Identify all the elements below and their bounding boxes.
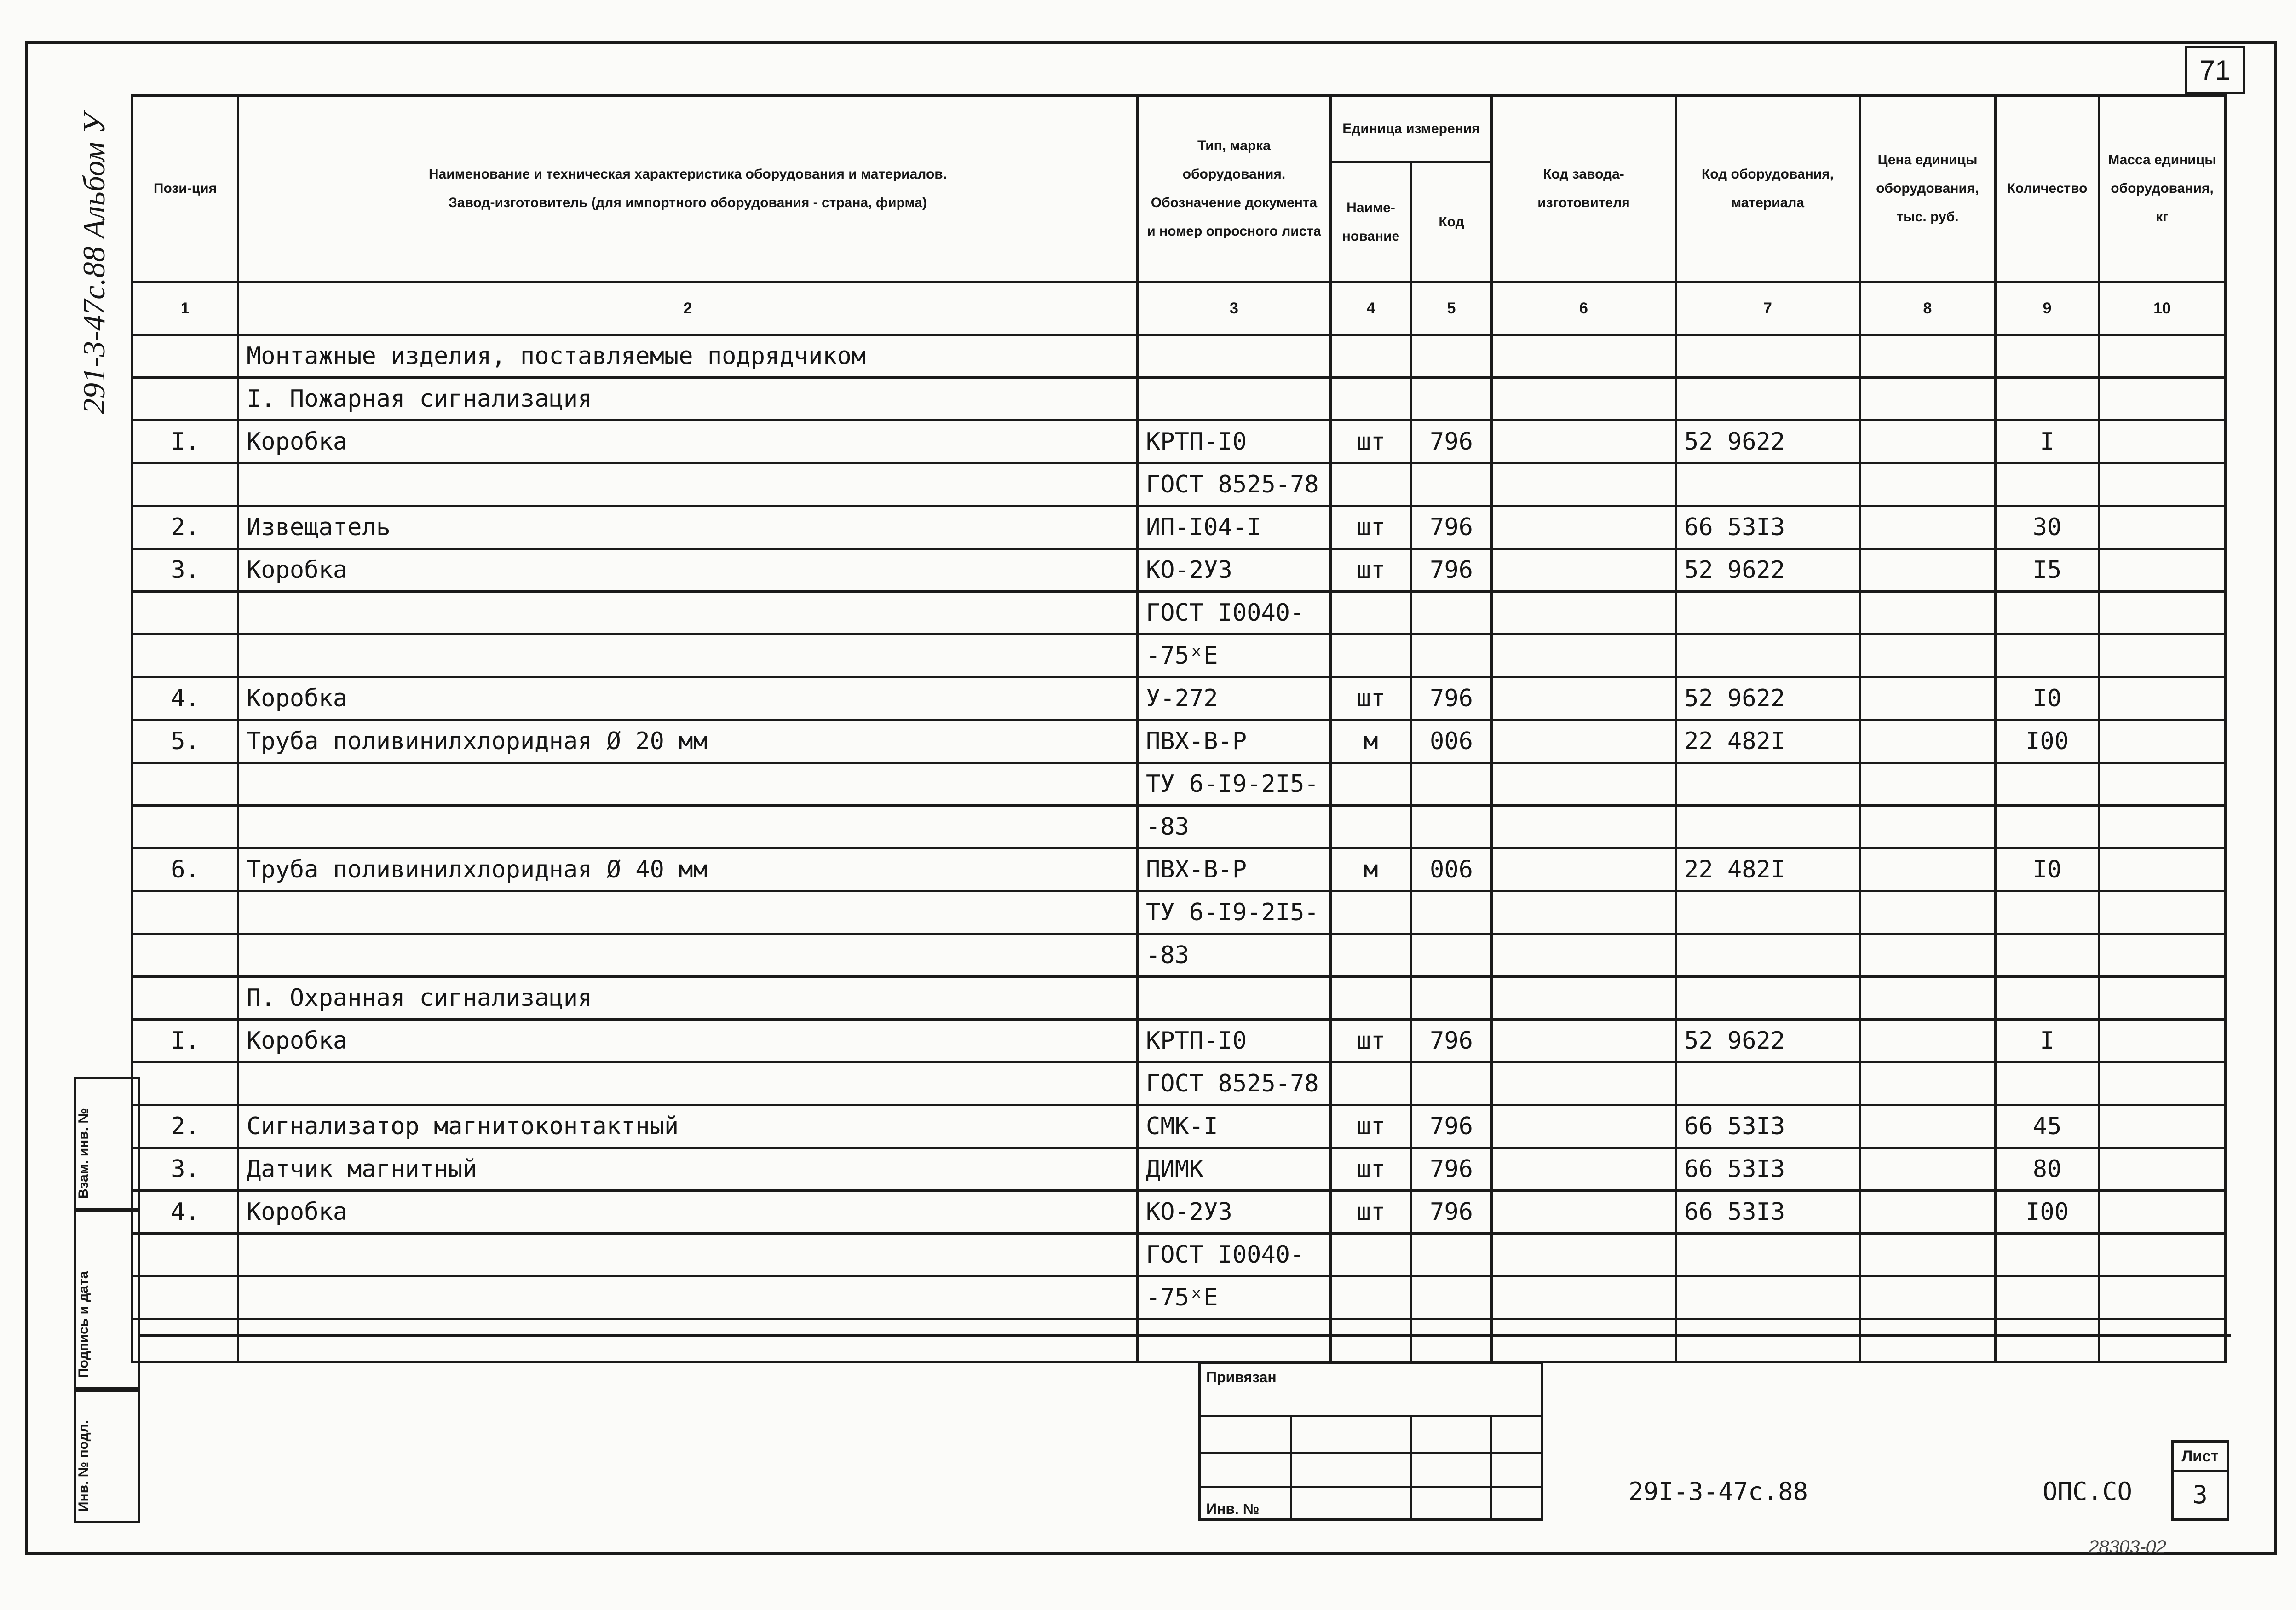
cell-c8 — [1860, 1234, 1996, 1276]
cell-c8 — [1860, 1062, 1996, 1105]
cell-c2 — [238, 1276, 1138, 1319]
cell-c5 — [1411, 1276, 1492, 1319]
cell-c6 — [1492, 335, 1676, 378]
cell-c9: I00 — [1996, 720, 2099, 763]
cell-c6 — [1492, 463, 1676, 506]
cell-c9 — [1996, 1234, 2099, 1276]
sheet-box: Лист 3 — [2171, 1440, 2229, 1521]
cell-c6 — [1492, 1191, 1676, 1234]
cell-c9: I — [1996, 421, 2099, 463]
cell-c4 — [1331, 592, 1411, 635]
cell-c10 — [2099, 891, 2226, 934]
cell-c4 — [1331, 1276, 1411, 1319]
table-row — [132, 720, 2226, 763]
cell-c8 — [1860, 463, 1996, 506]
cell-c7 — [1676, 635, 1860, 677]
cell-c8 — [1860, 806, 1996, 848]
cell-c3: ПВХ-В-Р — [1138, 720, 1331, 763]
cell-c8 — [1860, 1105, 1996, 1148]
stamp-replacement-inv: Взам. инв. № — [74, 1077, 140, 1210]
cell-c7 — [1676, 977, 1860, 1020]
cell-c4 — [1331, 635, 1411, 677]
cell-c4: шт — [1331, 1191, 1411, 1234]
cell-c9 — [1996, 1062, 2099, 1105]
cell-c4 — [1331, 1234, 1411, 1276]
cell-c4: шт — [1331, 549, 1411, 592]
cell-c1 — [132, 1319, 238, 1362]
header-unit-code: Код — [1439, 214, 1464, 230]
cell-c8 — [1860, 720, 1996, 763]
cell-c2: Труба поливинилхлоридная Ø 40 мм — [238, 848, 1138, 891]
cell-c9: I0 — [1996, 677, 2099, 720]
cell-c8 — [1860, 1148, 1996, 1191]
cell-c1: 4. — [132, 677, 238, 720]
header-mass: Масса единицы оборудования, кг — [2099, 96, 2226, 282]
cell-c7: 66 53I3 — [1676, 1105, 1860, 1148]
cell-c1 — [132, 335, 238, 378]
cell-c3: ТУ 6-I9-2I5- — [1138, 763, 1331, 806]
cell-c7: 22 482I — [1676, 720, 1860, 763]
table-row — [132, 848, 2226, 891]
cell-c7: 52 9622 — [1676, 677, 1860, 720]
cell-c5 — [1411, 463, 1492, 506]
cell-c2 — [238, 763, 1138, 806]
cell-c7: 52 9622 — [1676, 549, 1860, 592]
cell-c10 — [2099, 720, 2226, 763]
cell-c7 — [1676, 1234, 1860, 1276]
cell-c1: 3. — [132, 1148, 238, 1191]
cell-c5 — [1411, 1319, 1492, 1362]
cell-c6 — [1492, 1148, 1676, 1191]
cell-c9 — [1996, 891, 2099, 934]
cell-c9: I00 — [1996, 1191, 2099, 1234]
cell-c6 — [1492, 506, 1676, 549]
header-price: Цена единицы оборудования, тыс. руб. — [1860, 96, 1996, 282]
cell-c9: 80 — [1996, 1148, 2099, 1191]
cell-c2: Извещатель — [238, 506, 1138, 549]
cell-c7 — [1676, 1276, 1860, 1319]
cell-c3: -75ˣЕ — [1138, 635, 1331, 677]
cell-c3: ГОСТ 8525-78 — [1138, 463, 1331, 506]
cell-c4 — [1331, 934, 1411, 977]
cell-c6 — [1492, 848, 1676, 891]
cell-c10 — [2099, 848, 2226, 891]
cell-c5 — [1411, 806, 1492, 848]
cell-c10 — [2099, 1148, 2226, 1191]
table-row — [132, 1105, 2226, 1148]
cell-c3 — [1138, 335, 1331, 378]
stamp-top-line — [140, 1334, 2231, 1337]
document-name: ОПС.СО — [2043, 1477, 2133, 1506]
cell-c10 — [2099, 463, 2226, 506]
cell-c8 — [1860, 934, 1996, 977]
cell-c2: П. Охранная сигнализация — [238, 977, 1138, 1020]
cell-c8 — [1860, 1191, 1996, 1234]
cell-c1 — [132, 977, 238, 1020]
cell-c10 — [2099, 1105, 2226, 1148]
cell-c2 — [238, 592, 1138, 635]
cell-c9 — [1996, 378, 2099, 421]
cell-c10 — [2099, 763, 2226, 806]
cell-c4 — [1331, 1319, 1411, 1362]
cell-c6 — [1492, 1105, 1676, 1148]
cell-c8 — [1860, 677, 1996, 720]
cell-c1 — [132, 635, 238, 677]
cell-c5 — [1411, 592, 1492, 635]
cell-c7 — [1676, 763, 1860, 806]
cell-c5: 006 — [1411, 720, 1492, 763]
cell-c3 — [1138, 378, 1331, 421]
specification-table — [131, 94, 2227, 1363]
column-numbers: 1 2 3 4 5 6 7 8 9 10 — [132, 282, 2226, 335]
cell-c2: Монтажные изделия, поставляемые подрядчиком — [238, 335, 1138, 378]
table-row — [132, 891, 2226, 934]
cell-c10 — [2099, 977, 2226, 1020]
cell-c8 — [1860, 506, 1996, 549]
cell-c6 — [1492, 677, 1676, 720]
cell-c9: I0 — [1996, 848, 2099, 891]
cell-c8 — [1860, 848, 1996, 891]
cell-c1: 3. — [132, 549, 238, 592]
cell-c3: КО-2У3 — [1138, 549, 1331, 592]
cell-c5: 796 — [1411, 506, 1492, 549]
cell-c9 — [1996, 335, 2099, 378]
cell-c1 — [132, 1062, 238, 1105]
cell-c8 — [1860, 592, 1996, 635]
cell-c4: шт — [1331, 421, 1411, 463]
cell-c5: 796 — [1411, 1148, 1492, 1191]
cell-c6 — [1492, 378, 1676, 421]
cell-c7 — [1676, 592, 1860, 635]
cell-c2 — [238, 1319, 1138, 1362]
table-row — [132, 1020, 2226, 1062]
cell-c10 — [2099, 806, 2226, 848]
cell-c9: 30 — [1996, 506, 2099, 549]
table-row — [132, 549, 2226, 592]
cell-c9 — [1996, 763, 2099, 806]
table-row — [132, 677, 2226, 720]
cell-c5: 006 — [1411, 848, 1492, 891]
table-row — [132, 635, 2226, 677]
cell-c10 — [2099, 934, 2226, 977]
cell-c4 — [1331, 891, 1411, 934]
cell-c3: ДИМК — [1138, 1148, 1331, 1191]
cell-c3: ИП-I04-I — [1138, 506, 1331, 549]
cell-c3: ПВХ-В-Р — [1138, 848, 1331, 891]
cell-c4 — [1331, 1062, 1411, 1105]
cell-c5 — [1411, 1062, 1492, 1105]
cell-c5 — [1411, 934, 1492, 977]
cell-c2 — [238, 463, 1138, 506]
cell-c8 — [1860, 549, 1996, 592]
header-name: Наименование и техническая характеристика оборудования и материалов. Завод-изготовитель (для импортного оборудования - страна, фирма) — [238, 96, 1138, 282]
cell-c2: Коробка — [238, 421, 1138, 463]
document-code: 29I-3-47с.88 — [1628, 1477, 1808, 1506]
cell-c3: У-272 — [1138, 677, 1331, 720]
cell-c6 — [1492, 720, 1676, 763]
cell-c1: 4. — [132, 1191, 238, 1234]
cell-c1 — [132, 1276, 238, 1319]
cell-c5: 796 — [1411, 1020, 1492, 1062]
binding-stamp: Привязан Инв. № — [1198, 1362, 1543, 1521]
cell-c9: 45 — [1996, 1105, 2099, 1148]
cell-c2: Коробка — [238, 549, 1138, 592]
header-qty: Количество — [1996, 96, 2099, 282]
table-row — [132, 421, 2226, 463]
cell-c10 — [2099, 378, 2226, 421]
cell-c3: КРТП-I0 — [1138, 421, 1331, 463]
header-unit: Единица измерения Наиме-нование Код — [1331, 96, 1492, 282]
cell-c6 — [1492, 421, 1676, 463]
cell-c6 — [1492, 1062, 1676, 1105]
cell-c5 — [1411, 763, 1492, 806]
cell-c2: Коробка — [238, 1191, 1138, 1234]
cell-c6 — [1492, 806, 1676, 848]
cell-c6 — [1492, 592, 1676, 635]
cell-c7: 52 9622 — [1676, 1020, 1860, 1062]
cell-c10 — [2099, 592, 2226, 635]
cell-c4: шт — [1331, 1020, 1411, 1062]
cell-c4: шт — [1331, 1105, 1411, 1148]
cell-c4 — [1331, 378, 1411, 421]
cell-c2: Датчик магнитный — [238, 1148, 1138, 1191]
cell-c10 — [2099, 1062, 2226, 1105]
cell-c10 — [2099, 549, 2226, 592]
cell-c6 — [1492, 1020, 1676, 1062]
cell-c7: 66 53I3 — [1676, 1191, 1860, 1234]
cell-c7: 66 53I3 — [1676, 506, 1860, 549]
cell-c6 — [1492, 549, 1676, 592]
cell-c8 — [1860, 1276, 1996, 1319]
header-factory: Код завода-изготовителя — [1492, 96, 1676, 282]
table-row — [132, 1276, 2226, 1319]
cell-c4 — [1331, 977, 1411, 1020]
cell-c8 — [1860, 977, 1996, 1020]
cell-c1 — [132, 763, 238, 806]
cell-c7 — [1676, 806, 1860, 848]
cell-c10 — [2099, 1234, 2226, 1276]
cell-c1 — [132, 934, 238, 977]
cell-c7 — [1676, 463, 1860, 506]
cell-c4: м — [1331, 720, 1411, 763]
cell-c3: СМК-I — [1138, 1105, 1331, 1148]
cell-c10 — [2099, 1276, 2226, 1319]
cell-c7: 22 482I — [1676, 848, 1860, 891]
cell-c9 — [1996, 1276, 2099, 1319]
cell-c3: ТУ 6-I9-2I5- — [1138, 891, 1331, 934]
cell-c9: I — [1996, 1020, 2099, 1062]
cell-c5: 796 — [1411, 1191, 1492, 1234]
cell-c4: м — [1331, 848, 1411, 891]
table-row — [132, 1319, 2226, 1362]
cell-c6 — [1492, 635, 1676, 677]
cell-c5: 796 — [1411, 677, 1492, 720]
cell-c5: 796 — [1411, 421, 1492, 463]
cell-c9 — [1996, 1319, 2099, 1362]
table-row — [132, 378, 2226, 421]
cell-c2: I. Пожарная сигнализация — [238, 378, 1138, 421]
cell-c5 — [1411, 635, 1492, 677]
cell-c4: шт — [1331, 506, 1411, 549]
table-row — [132, 1148, 2226, 1191]
cell-c4 — [1331, 335, 1411, 378]
cell-c5 — [1411, 335, 1492, 378]
cell-c1: 5. — [132, 720, 238, 763]
cell-c8 — [1860, 378, 1996, 421]
cell-c7 — [1676, 1062, 1860, 1105]
header-unit-name: Наиме-нование — [1332, 163, 1412, 281]
cell-c1 — [132, 806, 238, 848]
cell-c2: Сигнализатор магнитоконтактный — [238, 1105, 1138, 1148]
cell-c3 — [1138, 1319, 1331, 1362]
cell-c5 — [1411, 1234, 1492, 1276]
cell-c9 — [1996, 806, 2099, 848]
cell-c2 — [238, 635, 1138, 677]
cell-c8 — [1860, 1020, 1996, 1062]
cell-c10 — [2099, 335, 2226, 378]
cell-c1: 2. — [132, 506, 238, 549]
cell-c7: 66 53I3 — [1676, 1148, 1860, 1191]
cell-c2 — [238, 934, 1138, 977]
cell-c6 — [1492, 1234, 1676, 1276]
cell-c10 — [2099, 506, 2226, 549]
cell-c2 — [238, 1062, 1138, 1105]
cell-c7: 52 9622 — [1676, 421, 1860, 463]
cell-c1: I. — [132, 1020, 238, 1062]
cell-c9 — [1996, 977, 2099, 1020]
cell-c3: -75ˣЕ — [1138, 1276, 1331, 1319]
cell-c1 — [132, 463, 238, 506]
cell-c7 — [1676, 1319, 1860, 1362]
cell-c2 — [238, 1234, 1138, 1276]
cell-c7 — [1676, 378, 1860, 421]
cell-c8 — [1860, 763, 1996, 806]
cell-c10 — [2099, 1020, 2226, 1062]
cell-c7 — [1676, 335, 1860, 378]
stamp-original-inv: Инв. № подл. — [74, 1390, 140, 1523]
cell-c3: КО-2У3 — [1138, 1191, 1331, 1234]
table-row — [132, 806, 2226, 848]
cell-c3 — [1138, 977, 1331, 1020]
cell-c3: ГОСТ I0040- — [1138, 592, 1331, 635]
cell-c4 — [1331, 763, 1411, 806]
cell-c4: шт — [1331, 1148, 1411, 1191]
table-row — [132, 592, 2226, 635]
side-note: 291-3-47с.88 Альбом У — [76, 113, 111, 414]
cell-c9 — [1996, 463, 2099, 506]
page-number: 71 — [2185, 46, 2245, 94]
cell-c1 — [132, 1234, 238, 1276]
cell-c1: 6. — [132, 848, 238, 891]
cell-c1 — [132, 592, 238, 635]
cell-c5 — [1411, 891, 1492, 934]
table-row — [132, 335, 2226, 378]
cell-c3: -83 — [1138, 806, 1331, 848]
cell-c8 — [1860, 335, 1996, 378]
cell-c3: КРТП-I0 — [1138, 1020, 1331, 1062]
cell-c10 — [2099, 421, 2226, 463]
header-pos: Пози-ция — [132, 96, 238, 282]
cell-c4 — [1331, 806, 1411, 848]
cell-c10 — [2099, 1191, 2226, 1234]
stamp-signature-date: Подпись и дата — [74, 1210, 140, 1390]
cell-c4: шт — [1331, 677, 1411, 720]
cell-c8 — [1860, 1319, 1996, 1362]
cell-c6 — [1492, 1276, 1676, 1319]
cell-c1: 2. — [132, 1105, 238, 1148]
cell-c2 — [238, 891, 1138, 934]
cell-c2: Труба поливинилхлоридная Ø 20 мм — [238, 720, 1138, 763]
cell-c1 — [132, 378, 238, 421]
table-row — [132, 1191, 2226, 1234]
cell-c5 — [1411, 977, 1492, 1020]
cell-c10 — [2099, 635, 2226, 677]
cell-c10 — [2099, 677, 2226, 720]
cell-c5: 796 — [1411, 549, 1492, 592]
archive-note: 28303-02 — [2089, 1537, 2167, 1557]
cell-c8 — [1860, 421, 1996, 463]
cell-c6 — [1492, 977, 1676, 1020]
cell-c6 — [1492, 934, 1676, 977]
cell-c9 — [1996, 934, 2099, 977]
table-row — [132, 463, 2226, 506]
cell-c9 — [1996, 592, 2099, 635]
cell-c2: Коробка — [238, 1020, 1138, 1062]
cell-c3: ГОСТ I0040- — [1138, 1234, 1331, 1276]
cell-c5 — [1411, 378, 1492, 421]
cell-c6 — [1492, 763, 1676, 806]
cell-c3: -83 — [1138, 934, 1331, 977]
cell-c10 — [2099, 1319, 2226, 1362]
table-row — [132, 506, 2226, 549]
cell-c3: ГОСТ 8525-78 — [1138, 1062, 1331, 1105]
table-row — [132, 1234, 2226, 1276]
header-equip-code: Код оборудования, материала — [1676, 96, 1860, 282]
table-row — [132, 934, 2226, 977]
table-row — [132, 763, 2226, 806]
cell-c7 — [1676, 891, 1860, 934]
cell-c6 — [1492, 1319, 1676, 1362]
table-row — [132, 977, 2226, 1020]
cell-c1 — [132, 891, 238, 934]
cell-c4 — [1331, 463, 1411, 506]
cell-c8 — [1860, 635, 1996, 677]
cell-c9 — [1996, 635, 2099, 677]
cell-c9: I5 — [1996, 549, 2099, 592]
cell-c2: Коробка — [238, 677, 1138, 720]
cell-c5: 796 — [1411, 1105, 1492, 1148]
cell-c8 — [1860, 891, 1996, 934]
cell-c1: I. — [132, 421, 238, 463]
cell-c7 — [1676, 934, 1860, 977]
cell-c2 — [238, 806, 1138, 848]
cell-c6 — [1492, 891, 1676, 934]
table-row — [132, 1062, 2226, 1105]
header-type: Тип, марка оборудования. Обозначение документа и номер опросного листа — [1138, 96, 1331, 282]
